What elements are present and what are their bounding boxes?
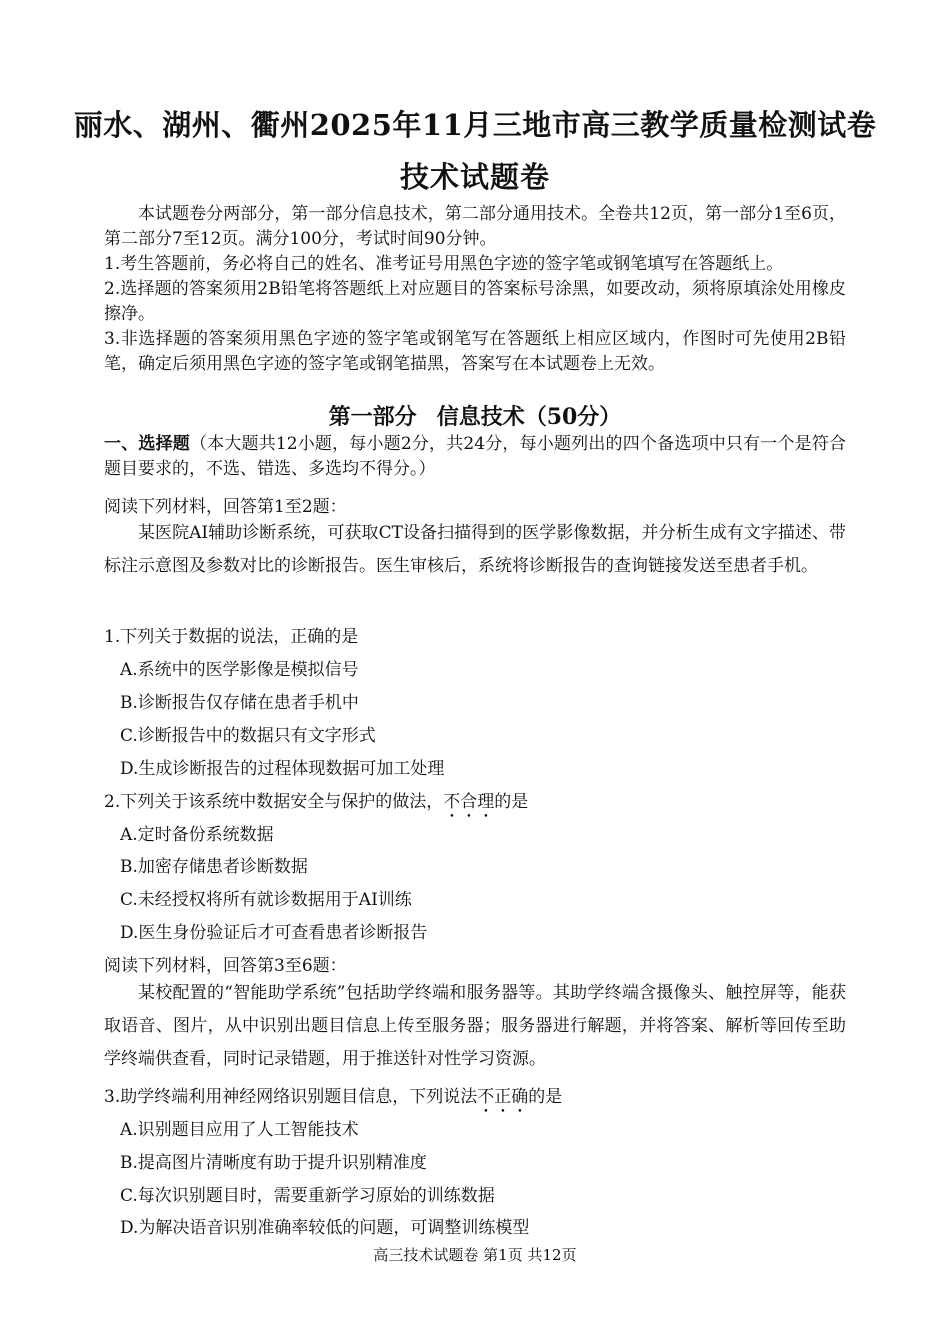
question-option: B.提高图片清晰度有助于提升识别精准度 <box>120 1153 427 1173</box>
question-type-label: 一、选择题 <box>104 434 190 454</box>
question-option: D.医生身份验证后才可查看患者诊断报告 <box>120 923 428 943</box>
material-text: 某校配置的“智能助学系统”包括助学终端和服务器等。其助学终端含摄像头、触控屏等，能获取语音、图片，从中识别出题目信息上传至服务器；服务器进行解题，并将答案、解析等回传至助学终端供查看，同时记录错题，用于推送针对性学习资源。 <box>104 983 846 1069</box>
question-option: C.每次识别题目时，需要重新学习原始的训练数据 <box>120 1186 495 1206</box>
question-stem <box>104 787 528 822</box>
material-prompt: 阅读下列材料，回答第3至6题： <box>104 956 347 976</box>
rule-item: 2.选择题的答案须用2B铅笔将答题纸上对应题目的答案标号涂黑，如要改动，须将原填涂处用橡皮擦净。 <box>104 279 846 324</box>
question-option: A.定时备份系统数据 <box>120 825 274 845</box>
page-footer: 高三技术试题卷 第1页 共12页 <box>373 1246 577 1264</box>
stem-text: 的是 <box>528 1087 563 1107</box>
section-part: 第一部分 <box>328 404 417 430</box>
material-text: 某医院AI辅助诊断系统，可获取CT设备扫描得到的医学影像数据，并分析生成有文字描述、带标注示意图及参数对比的诊断报告。医生审核后，系统将诊断报告的查询链接发送至患者手机。 <box>104 523 846 576</box>
question-option: A.系统中的医学影像是模拟信号 <box>120 660 359 680</box>
question-option: C.未经授权将所有就诊数据用于AI训练 <box>120 890 412 910</box>
question-option: D.生成诊断报告的过程体现数据可加工处理 <box>120 759 445 779</box>
question-type-heading <box>104 432 846 482</box>
question-option: D.为解决语音识别准确率较低的问题，可调整训练模型 <box>120 1218 530 1238</box>
stem-emphasis: 不正确 <box>477 1087 529 1107</box>
stem-text: 2.下列关于该系统中数据安全与保护的做法， <box>104 792 444 812</box>
rule-item: 1.考生答题前，务必将自己的姓名、准考证号用黑色字迹的签字笔或钢笔填写在答题纸上。 <box>104 254 784 274</box>
question-option: C.诊断报告中的数据只有文字形式 <box>120 726 376 746</box>
section-name: 信息技术（50分） <box>436 404 622 430</box>
stem-text: 3.助学终端利用神经网络识别题目信息，下列说法 <box>104 1087 478 1107</box>
stem-text: 的是 <box>494 792 529 812</box>
intro-block <box>104 202 846 377</box>
question-option: B.加密存储患者诊断数据 <box>120 857 308 877</box>
question-type-desc: （本大题共12小题，每小题2分，共24分，每小题列出的四个备选项中只有一个是符合题目要求的，不选、错选、多选均不得分。） <box>104 434 847 479</box>
page-subtitle: 技术试题卷 <box>399 160 550 194</box>
question-stem: 1.下列关于数据的说法，正确的是 <box>104 627 359 647</box>
material-prompt: 阅读下列材料，回答第1至2题： <box>104 497 347 517</box>
question-stem <box>104 1082 562 1117</box>
page-title: 丽水、湖州、衢州2025年11月三地市高三教学质量检测试卷 <box>73 108 877 142</box>
intro-text: 本试题卷分两部分，第一部分信息技术，第二部分通用技术。全卷共12页，第一部分1至6页，第二部分7至12页。满分100分，考试时间90分钟。 <box>104 204 846 249</box>
question-option: A.识别题目应用了人工智能技术 <box>120 1120 359 1140</box>
question-option: B.诊断报告仅存储在患者手机中 <box>120 693 359 713</box>
stem-emphasis: 不合理 <box>443 792 495 812</box>
rule-item: 3.非选择题的答案须用黑色字迹的签字笔或钢笔写在答题纸上相应区域内，作图时可先使用2B铅笔，确定后须用黑色字迹的签字笔或钢笔描黑，答案写在本试题卷上无效。 <box>104 329 846 374</box>
section-heading <box>0 400 950 431</box>
